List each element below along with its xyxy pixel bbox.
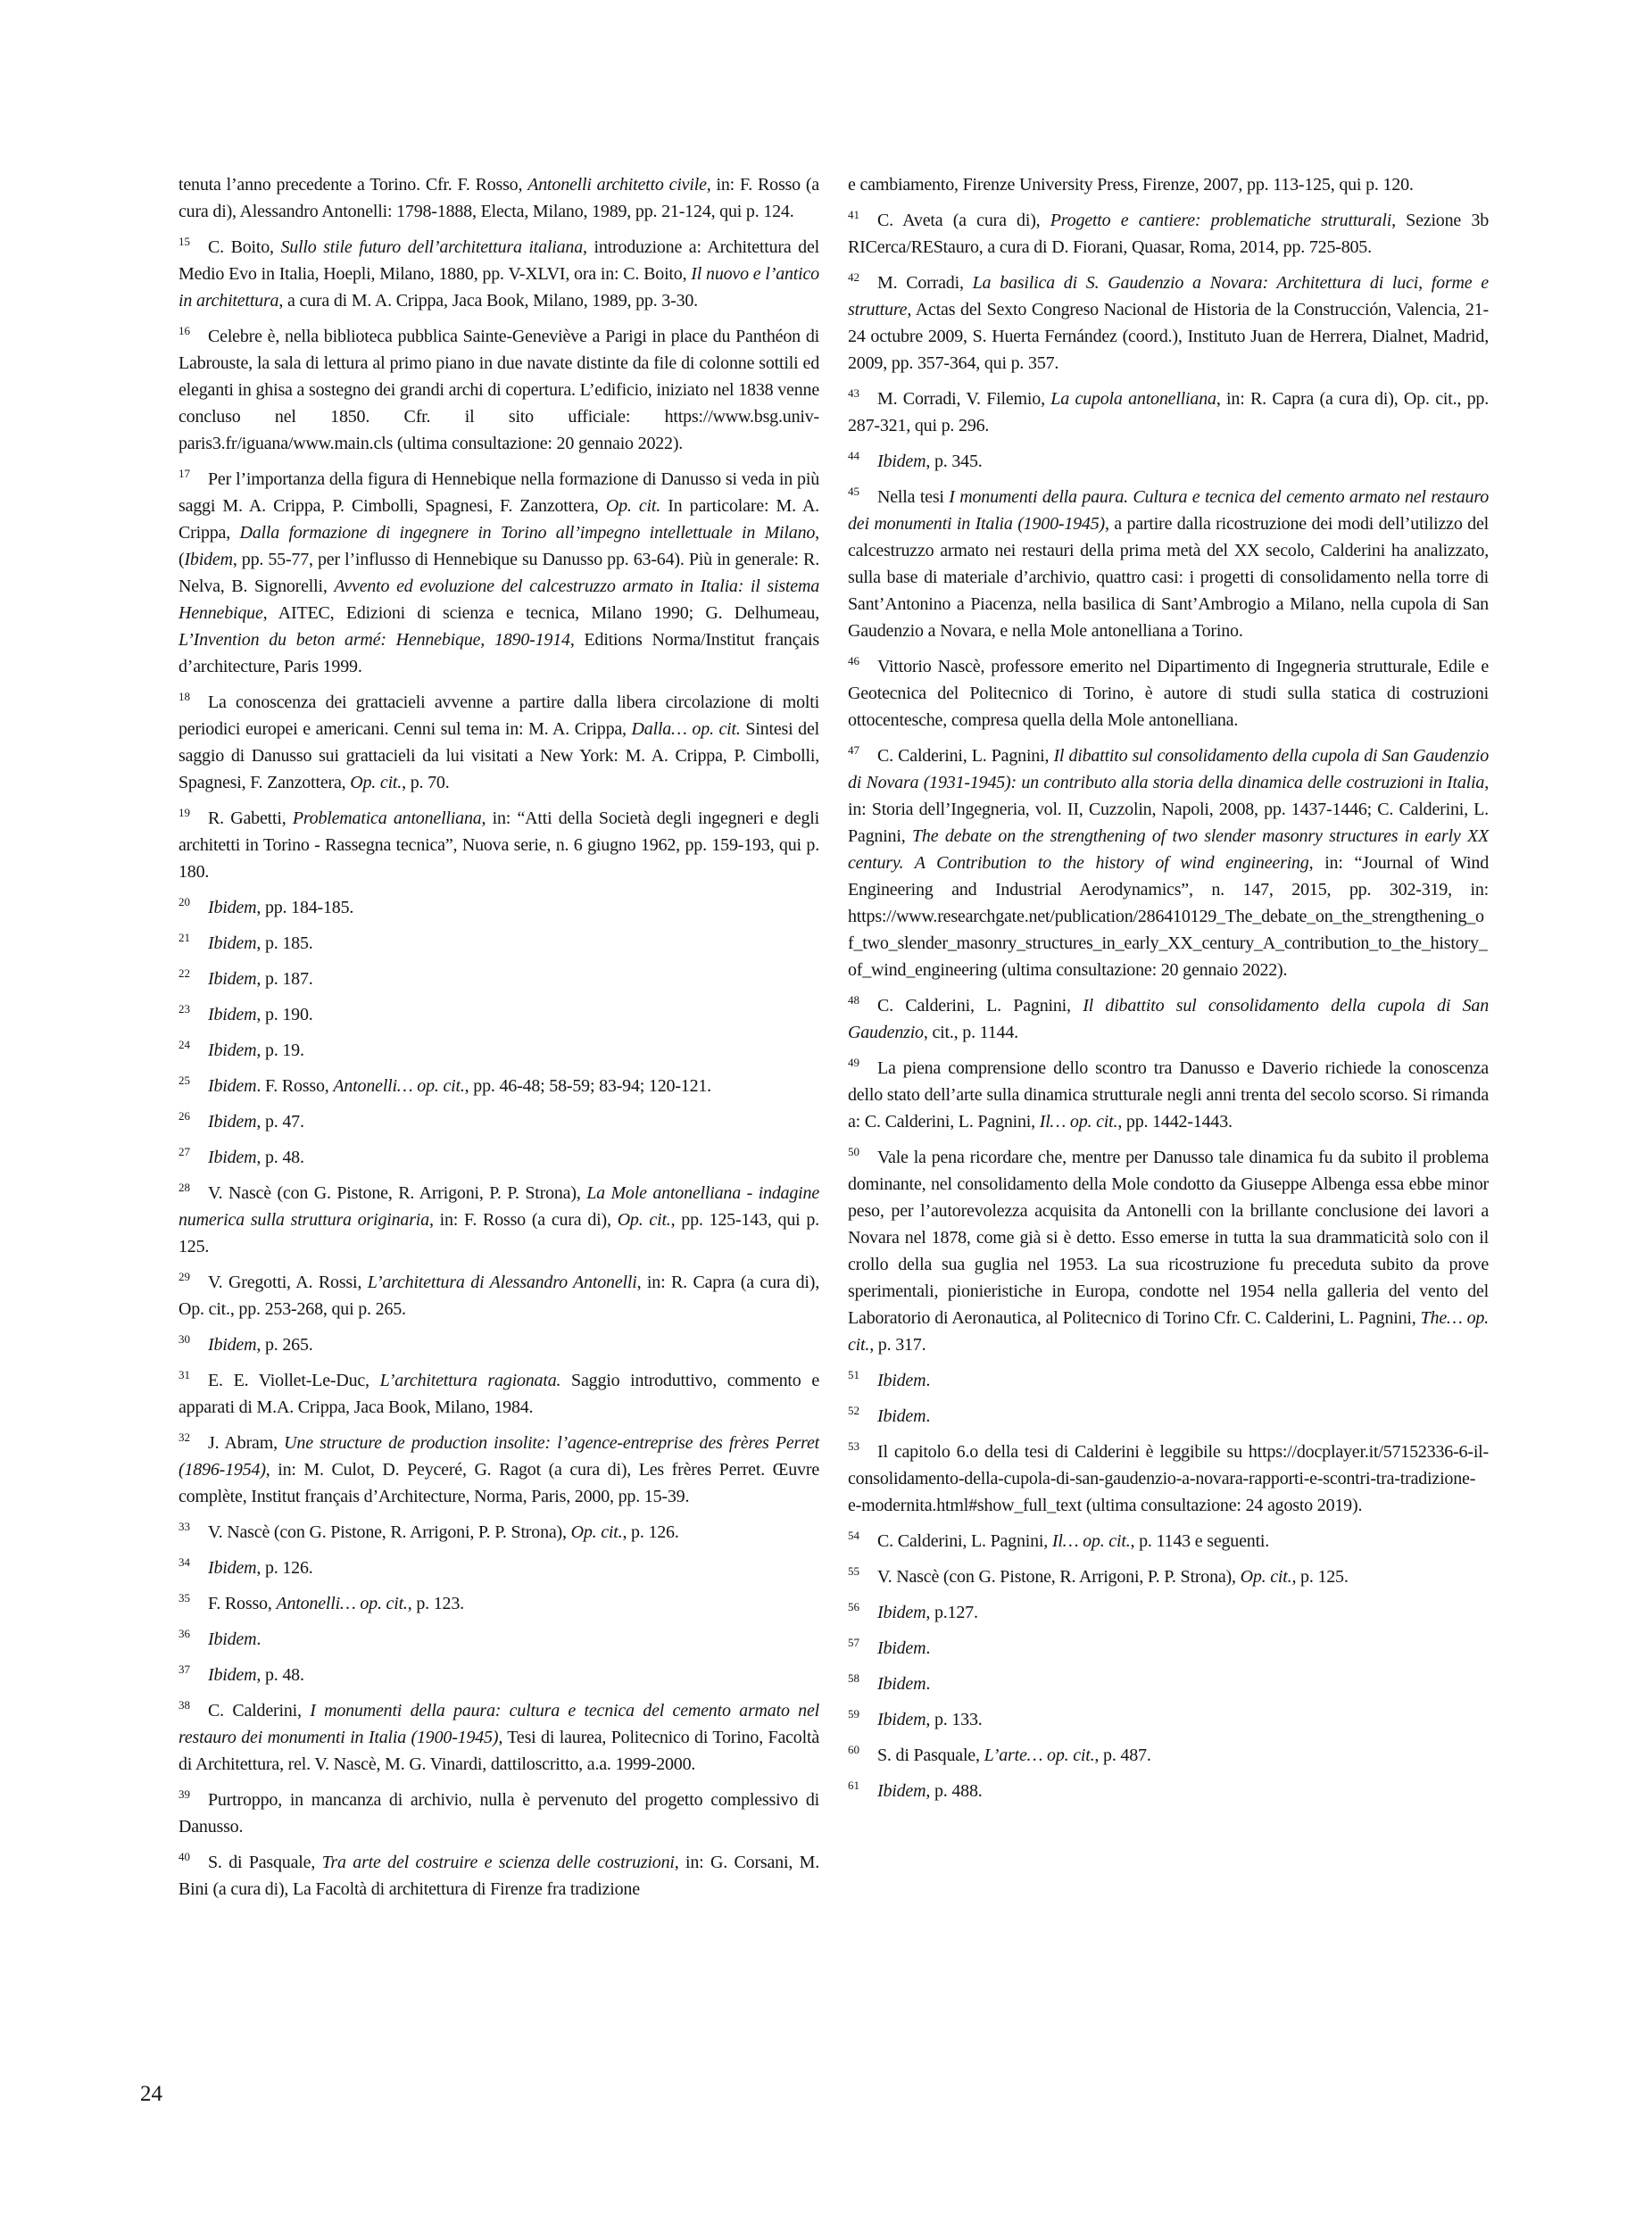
citation-title-text: Ibidem (208, 1148, 257, 1167)
footnote-text: , p. 133. (926, 1710, 983, 1729)
citation-title-text: Op. cit. (617, 1210, 671, 1230)
footnote-text: , p. 47. (256, 1112, 304, 1132)
footnote-text: , in: R. Capra (a cura di), Op. cit., pp. 287-321, qui p. 296. (848, 389, 1490, 435)
footnote-text: Per l’importanza della figura di Hennebique nella formazione di Danusso si veda in più saggi M. A. Crippa, P. Cimbolli, Spagnesi, F. Zanzottera, (178, 469, 819, 516)
citation-title-text: Op. cit. (350, 773, 403, 792)
citation-title-text: I monumenti della paura: cultura e tecnica del cemento armato nel restauro dei monumenti in Italia (1900-1945) (178, 1701, 819, 1747)
footnote-text: S. di Pasquale, (877, 1745, 984, 1765)
citation-title-text: Ibidem (877, 1674, 926, 1694)
footnote-53: $^{53}$ Il capitolo 6.o della tesi di Calderini è leggibile su https://docplayer.it/57152336-6-il-consolidamento-della-cupola-di-san-gaudenzio-a-novara-rapporti-e-scontri-tra-tradizione-e-modernita.html#show_full_text (ultima consultazione: 24 agosto 2019). (848, 1439, 1489, 1515)
footnote-text: , p. 187. (256, 969, 313, 989)
footnote-text: , Editions Norma/Institut français d’architecture, Paris 1999. (178, 630, 819, 676)
footnote-text: , a cura di M. A. Crippa, Jaca Book, Milano, 1989, pp. 3-30. (278, 291, 698, 311)
footnote-text: , p.127. (926, 1603, 978, 1622)
footnote-29: $^{29}$ V. Gregotti, A. Rossi, L’architettura di Alessandro Antonelli, in: R. Capra (a cura di), Op. cit., pp. 253-268, qui p. 265. (178, 1270, 819, 1319)
footnote-42: $^{42}$ M. Corradi, La basilica di S. Gaudenzio a Novara: Architettura di luci, forme e strutture, Actas del Sexto Congreso Nacional de Historia de la Construcción, Valencia, 21-24 octubre 2009, S. Huerta Fernández (coord.), Instituto Juan de Herrera, Dialnet, Madrid, 2009, pp. 357-364, qui p. 357. (848, 270, 1489, 373)
footnote-text: Saggio introduttivo, commento e apparati di M.A. Crippa, Jaca Book, Milano, 1984. (178, 1371, 820, 1417)
page-number: 24 (140, 2082, 162, 2106)
footnote-text: e cambiamento, Firenze University Press, Firenze, 2007, pp. 113-125, qui p. 120. (848, 175, 1414, 195)
footnote-59: $^{59}$ Ibidem, p. 133. (848, 1707, 983, 1729)
footnote-31: $^{31}$ E. E. Viollet-Le-Duc, L’architettura ragionata. Saggio introduttivo, commento e apparati di M.A. Crippa, Jaca Book, Milano, 1984. (178, 1368, 820, 1417)
footnote-text: La piena comprensione dello scontro tra Danusso e Daverio richiede la conoscenza dello stato dell’arte sulla dinamica strutturale negli anni trenta del secolo scorso. Si rimanda a: C. Calderini, L. Pagnini, (848, 1058, 1489, 1132)
footnote-text: , in: “Atti della Società degli ingegneri e degli architetti in Torino - Rassegna tecnica”, Nuova serie, n. 6 giugno 1962, pp. 159-193, qui p. 180. (178, 808, 819, 882)
citation-title-text: Ibidem (208, 1335, 257, 1355)
footnote-37: $^{37}$ Ibidem, p. 48. (178, 1663, 304, 1685)
footnote-45: $^{45}$ Nella tesi I monumenti della paura. Cultura e tecnica del cemento armato nel restauro dei monumenti in Italia (1900-1945), a partire dalla ricostruzione dei modi dell’utilizzo del calcestruzzo armato nei restauri della prima metà del XX secolo, Calderini ha analizzato, sulla base di materiale d’archivio, quattro casi: i progetti di consolidamento nella torre di Sant’Antonino a Piacenza, nella basilica di Sant’Ambrogio a Milano, nella cupola di San Gaudenzio a Novara, e nella Mole antonelliana a Torino. (848, 485, 1489, 641)
footnote-text: . (926, 1406, 931, 1426)
footnote-text: , pp. 1442-1443. (1117, 1112, 1233, 1132)
footnote-text: C. Calderini, L. Pagnini, (877, 746, 1054, 766)
citation-title-text: Ibidem (208, 969, 257, 989)
citation-title-text: Op. cit. (1240, 1567, 1292, 1587)
footnote-continuation (178, 171, 819, 225)
footnote-43: $^{43}$ M. Corradi, V. Filemio, La cupola antonelliana, in: R. Capra (a cura di), Op. cit., pp. 287-321, qui p. 296. (848, 386, 1490, 435)
footnote-text: , pp. 184-185. (256, 898, 354, 917)
footnote-text: V. Nascè (con G. Pistone, R. Arrigoni, P. P. Strona), (877, 1567, 1241, 1587)
footnote-text: C. Calderini, (208, 1701, 311, 1721)
footnote-32: $^{32}$ J. Abram, Une structure de production insolite: l’agence-entreprise des frères Perret (1896-1954), in: M. Culot, D. Peyceré, G. Ragot (a cura di), Les frères Perret. Œuvre complète, Institut français d’Architecture, Norma, Paris, 2000, pp. 15-39. (178, 1430, 819, 1506)
footnote-text: . F. Rosso, (256, 1076, 334, 1096)
footnote-text: Vale la pena ricordare che, mentre per Danusso tale dinamica fu da subito il problema dominante, nel consolidamento della Mole condotto da Giuseppe Albenga essa ebbe minor peso, per l’autorevolezza acquisita da Antonelli con la brillante conclusione dei lavori a Novara nel 1878, come già si è detto. Esso emerse in tutta la sua drammaticità solo con il crollo della sua guglia nel 1953. La sua ricostruzione fu preceduta subito da prove sperimentali, pionieristiche in Europa, condotte nel 1954 nella galleria del vento del Laboratorio di Aeronautica, al Politecnico di Torino Cfr. C. Calderini, L. Pagnini, (848, 1148, 1489, 1328)
footnote-text: , Sezione 3b RICerca/REStauro, a cura di D. Fiorani, Quasar, Roma, 2014, pp. 725-805. (848, 211, 1489, 257)
footnote-17: $^{17}$ Per l’importanza della figura di Hennebique nella formazione di Danusso si veda in più saggi M. A. Crippa, P. Cimbolli, Spagnesi, F. Zanzottera, Op. cit. In particolare: M. A. Crippa, Dalla formazione di ingegnere in Torino all’impegno intellettuale in Milano, (Ibidem, pp. 55-77, per l’influsso di Hennebique su Danusso pp. 63-64). Più in generale: R. Nelva, B. Signorelli, Avvento ed evoluzione del calcestruzzo armato in Italia: il sistema Hennebique, AITEC, Edizioni di scienza e tecnica, Milano 1990; G. Delhumeau, L’Invention du beton armé: Hennebique, 1890-1914, Editions Norma/Institut français d’architecture, Paris 1999. (178, 467, 819, 676)
footnote-text: , p. 317. (869, 1335, 926, 1355)
footnote-36: $^{36}$ Ibidem. (178, 1627, 261, 1649)
footnote-text: M. Corradi, V. Filemio, (877, 389, 1051, 409)
footnote-39: $^{39}$ Purtroppo, in mancanza di archivio, nulla è pervenuto del progetto complessivo di Danusso. (178, 1787, 819, 1837)
footnote-text: , Actas del Sexto Congreso Nacional de Historia de la Construcción, Valencia, 21-24 octubre 2009, S. Huerta Fernández (coord.), Instituto Juan de Herrera, Dialnet, Madrid, 2009, pp. 357-364, qui p. 357. (848, 300, 1489, 373)
citation-title-text: Ibidem (208, 1558, 257, 1578)
footnote-text: R. Gabetti, (208, 808, 293, 828)
footnote-38: $^{38}$ C. Calderini, I monumenti della paura: cultura e tecnica del cemento armato nel restauro dei monumenti in Italia (1900-1945), Tesi di laurea, Politecnico di Torino, Facoltà di Architettura, rel. V. Nascè, M. G. Vinardi, dattiloscritto, a.a. 1999-2000. (178, 1698, 819, 1774)
footnote-text: , p. 488. (926, 1781, 983, 1801)
citation-title-text: Ibidem (208, 1112, 257, 1132)
footnote-text: M. Corradi, (877, 273, 973, 293)
footnote-41: $^{41}$ C. Aveta (a cura di), Progetto e cantiere: problematiche strutturali, Sezione 3b RICerca/REStauro, a cura di D. Fiorani, Quasar, Roma, 2014, pp. 725-805. (848, 208, 1489, 257)
footnote-49: $^{49}$ La piena comprensione dello scontro tra Danusso e Daverio richiede la conoscenza dello stato dell’arte sulla dinamica strutturale negli anni trenta del secolo scorso. Si rimanda a: C. Calderini, L. Pagnini, Il… op. cit., pp. 1442-1443. (848, 1056, 1489, 1132)
citation-title-text: The debate on the strengthening of two slender masonry structures in early XX century. A Contribution to the history of wind engineering (848, 826, 1489, 873)
footnote-text: , p. 487. (1094, 1745, 1151, 1765)
citation-title-text: Op. cit. (570, 1522, 623, 1542)
footnote-15: $^{15}$ C. Boito, Sullo stile futuro dell’architettura italiana, introduzione a: Architettura del Medio Evo in Italia, Hoepli, Milano, 1880, pp. V-XLVI, ora in: C. Boito, Il nuovo e l’antico in architettura, a cura di M. A. Crippa, Jaca Book, Milano, 1989, pp. 3-30. (178, 235, 820, 311)
footnote-text: , Tesi di laurea, Politecnico di Torino, Facoltà di Architettura, rel. V. Nascè, M. G. Vinardi, dattiloscritto, a.a. 1999-2000. (178, 1728, 819, 1774)
footnote-text: , in: F. Rosso (a cura di), Alessandro Antonelli: 1798-1888, Electa, Milano, 1989, pp. 21-124, qui p. 124. (178, 175, 819, 221)
footnote-text: , in: M. Culot, D. Peyceré, G. Ragot (a cura di), Les frères Perret. Œuvre complète, Institut français d’Architecture, Norma, Paris, 2000, pp. 15-39. (178, 1460, 819, 1506)
footnote-text: Il capitolo 6.o della tesi di Calderini è leggibile su https://docplayer.it/57152336-6-il-consolidamento-della-cupola-di-san-gaudenzio-a-novara-rapporti-e-scontri-tra-tradizione-e-modernita.html#show_full_text (ultima consultazione: 24 agosto 2019). (848, 1442, 1489, 1515)
citation-title-text: Avvento ed evoluzione del calcestruzzo armato in Italia: il sistema Hennebique (178, 576, 819, 623)
footnote-text: La conoscenza dei grattacieli avvenne a partire dalla libera circolazione di molti periodici europei e americani. Cenni sul tema in: M. A. Crippa, (178, 692, 819, 739)
footnote-51: $^{51}$ Ibidem. (848, 1368, 931, 1390)
footnote-text: . (926, 1674, 931, 1694)
citation-title-text: Ibidem (877, 1406, 926, 1426)
footnote-text: . (256, 1629, 261, 1649)
footnote-text: , p. 125. (1291, 1567, 1349, 1587)
footnote-text: , in: F. Rosso (a cura di), (428, 1210, 618, 1230)
citation-title-text: Sullo stile futuro dell’architettura italiana (280, 237, 584, 257)
footnote-text: , p. 126. (622, 1522, 679, 1542)
footnote-57: $^{57}$ Ibidem. (848, 1636, 931, 1658)
citation-title-text: Ibidem (877, 452, 926, 471)
footnote-text: , p. 185. (256, 933, 313, 953)
footnote-22: $^{22}$ Ibidem, p. 187. (178, 966, 313, 989)
footnote-text: , ( (178, 523, 819, 569)
citation-title-text: Il dibattito sul consolidamento della cupola di San Gaudenzio (848, 996, 1489, 1042)
citation-title-text: Progetto e cantiere: problematiche strutturali (1050, 211, 1392, 230)
footnote-text: , pp. 55-77, per l’influsso di Hennebique su Danusso pp. 63-64). Più in generale: R. Nelva, B. Signorelli, (178, 550, 819, 596)
citation-title-text: Ibidem (877, 1710, 926, 1729)
footnote-text: , in: “Journal of Wind Engineering and Industrial Aerodynamics”, n. 147, 2015, pp. 302-319, in: https://www.researchgate.net/publication/286410129_The_debate_on_the_strengthening_of_two_slender_masonry_structures_in_early_XX_century_A_contribution_to_the_history_of_wind_engineering (ultima consultazione: 20 gennaio 2022). (848, 853, 1489, 980)
citation-title-text: Ibidem (877, 1371, 926, 1390)
citation-title-text: I monumenti della paura. Cultura e tecnica del cemento armato nel restauro dei monumenti in Italia (1900-1945) (848, 487, 1489, 534)
citation-title-text: L’Invention du beton armé: Hennebique, 1890-1914 (178, 630, 570, 650)
footnote-text: , introduzione a: Architettura del Medio Evo in Italia, Hoepli, Milano, 1880, pp. V-XLVI, ora in: C. Boito, (178, 237, 820, 284)
citation-title-text: Ibidem (208, 1076, 257, 1096)
footnote-48: $^{48}$ C. Calderini, L. Pagnini, Il dibattito sul consolidamento della cupola di San Gaudenzio, cit., p. 1144. (848, 993, 1489, 1042)
footnote-text: , p. 190. (256, 1005, 313, 1024)
footnote-text: , in: G. Corsani, M. Bini (a cura di), La Facoltà di architettura di Firenze fra tradizione (178, 1853, 819, 1899)
citation-title-text: Antonelli architetto civile (527, 175, 707, 195)
footnote-text: J. Abram, (208, 1433, 285, 1453)
footnote-text: , p. 265. (256, 1335, 313, 1355)
citation-title-text: Ibidem (877, 1638, 926, 1658)
footnotes-column-left (178, 171, 819, 1911)
footnote-52: $^{52}$ Ibidem. (848, 1404, 931, 1426)
footnote-text: F. Rosso, (208, 1594, 277, 1613)
footnote-text: , p. 345. (926, 452, 983, 471)
footnote-text: Sintesi del saggio di Danusso sui grattacieli da lui visitati a New York: M. A. Crippa, P. Cimbolli, Spagnesi, F. Zanzottera, (178, 719, 819, 792)
footnote-text: , p. 126. (256, 1558, 313, 1578)
footnote-21: $^{21}$ Ibidem, p. 185. (178, 931, 313, 953)
footnote-33: $^{33}$ V. Nascè (con G. Pistone, R. Arrigoni, P. P. Strona), Op. cit., p. 126. (178, 1520, 679, 1542)
footnote-34: $^{34}$ Ibidem, p. 126. (178, 1555, 313, 1578)
footnote-text: V. Gregotti, A. Rossi, (208, 1273, 368, 1292)
citation-title-text: Il dibattito sul consolidamento della cupola di San Gaudenzio di Novara (1931-1945): un contributo alla storia della dinamica delle costruzioni in Italia (848, 746, 1489, 792)
footnote-text: In particolare: M. A. Crippa, (178, 496, 819, 543)
footnote-18: $^{18}$ La conoscenza dei grattacieli avvenne a partire dalla libera circolazione di molti periodici europei e americani. Cenni sul tema in: M. A. Crippa, Dalla… op. cit. Sintesi del saggio di Danusso sui grattacieli da lui visitati a New York: M. A. Crippa, P. Cimbolli, Spagnesi, F. Zanzottera, Op. cit., p. 70. (178, 690, 819, 792)
footnote-19: $^{19}$ R. Gabetti, Problematica antonelliana, in: “Atti della Società degli ingegneri e degli architetti in Torino - Rassegna tecnica”, Nuova serie, n. 6 giugno 1962, pp. 159-193, qui p. 180. (178, 806, 819, 882)
citation-title-text: Ibidem (184, 550, 233, 569)
footnote-56: $^{56}$ Ibidem, p.127. (848, 1600, 978, 1622)
footnote-text: , cit., p. 1144. (923, 1023, 1018, 1042)
footnote-text: , p. 48. (256, 1665, 304, 1685)
footnote-27: $^{27}$ Ibidem, p. 48. (178, 1145, 304, 1167)
footnote-60: $^{60}$ S. di Pasquale, L’arte… op. cit., p. 487. (848, 1743, 1151, 1765)
footnote-text: Vittorio Nascè, professore emerito nel Dipartimento di Ingegneria strutturale, Edile e Geotecnica del Politecnico di Torino, è autore di studi sulla statica di costruzioni ottocentesche, compresa quella della Mole antonelliana. (848, 657, 1489, 730)
footnote-text: C. Boito, (208, 237, 281, 257)
footnote-54: $^{54}$ C. Calderini, L. Pagnini, Il… op. cit., p. 1143 e seguenti. (848, 1529, 1270, 1551)
footnote-text: S. di Pasquale, (208, 1853, 322, 1872)
citation-title-text: Antonelli… op. cit. (333, 1076, 465, 1096)
footnote-text: C. Calderini, L. Pagnini, (877, 996, 1083, 1016)
citation-title-text: Tra arte del costruire e scienza delle costruzioni (321, 1853, 675, 1872)
footnote-35: $^{35}$ F. Rosso, Antonelli… op. cit., p. 123. (178, 1591, 464, 1613)
footnote-text: C. Calderini, L. Pagnini, (877, 1531, 1052, 1551)
citation-title-text: La cupola antonelliana (1050, 389, 1216, 409)
citation-title-text: Op. cit. (605, 496, 661, 516)
footnote-text: , a partire dalla ricostruzione dei modi dell’utilizzo del calcestruzzo armato nei restauri della prima metà del XX secolo, Calderini ha analizzato, sulla base di materiale d’archivio, quattro casi: i progetti di consolidamento nella torre di Sant’Antonino a Piacenza, nella basilica di Sant’Ambrogio a Milano, nella cupola di San Gaudenzio a Novara, e nella Mole antonelliana a Torino. (848, 514, 1489, 641)
footnote-text: E. E. Viollet-Le-Duc, (208, 1371, 380, 1390)
footnote-text: C. Aveta (a cura di), (877, 211, 1050, 230)
citation-title-text: The… op. cit. (848, 1308, 1489, 1355)
citation-title-text: Problematica antonelliana (292, 808, 482, 828)
citation-title-text: L’arte… op. cit. (984, 1745, 1095, 1765)
citation-title-text: Ibidem (208, 898, 257, 917)
footnote-55: $^{55}$ V. Nascè (con G. Pistone, R. Arrigoni, P. P. Strona), Op. cit., p. 125. (848, 1564, 1349, 1587)
citation-title-text: Ibidem (208, 1629, 257, 1649)
citation-title-text: Dalla… op. cit. (631, 719, 741, 739)
citation-title-text: La basilica di S. Gaudenzio a Novara: Architettura di luci, forme e strutture (848, 273, 1489, 319)
footnote-text: , p. 48. (256, 1148, 304, 1167)
citation-title-text: Ibidem (208, 933, 257, 953)
footnotes-column-right (848, 171, 1489, 1813)
footnote-text: V. Nascè (con G. Pistone, R. Arrigoni, P. P. Strona), (208, 1522, 571, 1542)
footnote-text: Nella tesi (877, 487, 950, 507)
footnote-text: tenuta l’anno precedente a Torino. Cfr. F. Rosso, (178, 175, 528, 195)
footnote-46: $^{46}$ Vittorio Nascè, professore emerito nel Dipartimento di Ingegneria strutturale, Edile e Geotecnica del Politecnico di Torino, è autore di studi sulla statica di costruzioni ottocentesche, compresa quella della Mole antonelliana. (848, 654, 1489, 730)
footnote-26: $^{26}$ Ibidem, p. 47. (178, 1109, 304, 1132)
footnote-25: $^{25}$ Ibidem. F. Rosso, Antonelli… op. cit., pp. 46-48; 58-59; 83-94; 120-121. (178, 1074, 711, 1096)
footnote-text: , p. 1143 e seguenti. (1130, 1531, 1270, 1551)
footnote-23: $^{23}$ Ibidem, p. 190. (178, 1002, 313, 1024)
footnote-text: , pp. 125-143, qui p. 125. (178, 1210, 819, 1256)
footnote-47: $^{47}$ C. Calderini, L. Pagnini, Il dibattito sul consolidamento della cupola di San Gaudenzio di Novara (1931-1945): un contributo alla storia della dinamica delle costruzioni in Italia, in: Storia dell’Ingegneria, vol. II, Cuzzolin, Napoli, 2008, pp. 1437-1446; C. Calderini, L. Pagnini, The debate on the strengthening of two slender masonry structures in early XX century. A Contribution to the history of wind engineering, in: “Journal of Wind Engineering and Industrial Aerodynamics”, n. 147, 2015, pp. 302-319, in: https://www.researchgate.net/publication/286410129_The_debate_on_the_strengthening_of_two_slender_masonry_structures_in_early_XX_century_A_contribution_to_the_history_of_wind_engineering (ultima consultazione: 20 gennaio 2022). (848, 743, 1489, 980)
citation-title-text: Ibidem (877, 1781, 926, 1801)
footnote-text: , p. 19. (256, 1041, 304, 1060)
footnote-text: V. Nascè (con G. Pistone, R. Arrigoni, P. P. Strona), (208, 1183, 587, 1203)
footnote-text: , AITEC, Edizioni di scienza e tecnica, Milano 1990; G. Delhumeau, (262, 603, 819, 623)
footnote-text: . (926, 1638, 931, 1658)
footnote-text: , in: R. Capra (a cura di), Op. cit., pp. 253-268, qui p. 265. (178, 1273, 819, 1319)
citation-title-text: Ibidem (208, 1665, 257, 1685)
footnote-28: $^{28}$ V. Nascè (con G. Pistone, R. Arrigoni, P. P. Strona), La Mole antonelliana - indagine numerica sulla struttura originaria, in: F. Rosso (a cura di), Op. cit., pp. 125-143, qui p. 125. (178, 1181, 819, 1256)
footnote-40: $^{40}$ S. di Pasquale, Tra arte del costruire e scienza delle costruzioni, in: G. Corsani, M. Bini (a cura di), La Facoltà di architettura di Firenze fra tradizione (178, 1850, 819, 1899)
citation-title-text: Dalla formazione di ingegnere in Torino all’impegno intellettuale in Milano (239, 523, 816, 543)
citation-title-text: Il… op. cit. (1051, 1531, 1131, 1551)
footnote-text: Celebre è, nella biblioteca pubblica Sainte-Geneviève a Parigi in place du Panthéon di Labrouste, la sala di lettura al primo piano in due navate distinte da file di colonne sottili ed eleganti in ghisa a sostegno dei grandi archi di copertura. L’edificio, iniziato nel 1838 venne concluso nel 1850. Cfr. il sito ufficiale: https://www.bsg.univ-paris3.fr/iguana/www.main.cls (ultima consultazione: 20 gennaio 2022). (178, 327, 819, 453)
footnote-text: , p. 70. (402, 773, 450, 792)
footnote-20: $^{20}$ Ibidem, pp. 184-185. (178, 895, 354, 917)
footnote-text: Purtroppo, in mancanza di archivio, nulla è pervenuto del progetto complessivo di Danusso. (178, 1790, 819, 1837)
citation-title-text: L’architettura di Alessandro Antonelli (367, 1273, 637, 1292)
footnote-44: $^{44}$ Ibidem, p. 345. (848, 449, 983, 471)
footnote-61: $^{61}$ Ibidem, p. 488. (848, 1779, 983, 1801)
citation-title-text: Il… op. cit. (1039, 1112, 1118, 1132)
footnote-text: , pp. 46-48; 58-59; 83-94; 120-121. (464, 1076, 711, 1096)
citation-title-text: Il nuovo e l’antico in architettura (178, 264, 819, 311)
footnote-16: $^{16}$ Celebre è, nella biblioteca pubblica Sainte-Geneviève a Parigi in place du Panthéon di Labrouste, la sala di lettura al primo piano in due navate distinte da file di colonne sottili ed eleganti in ghisa a sostegno dei grandi archi di copertura. L’edificio, iniziato nel 1838 venne concluso nel 1850. Cfr. il sito ufficiale: https://www.bsg.univ-paris3.fr/iguana/www.main.cls (ultima consultazione: 20 gennaio 2022). (178, 324, 819, 453)
citation-title-text: L’architettura ragionata. (379, 1371, 561, 1390)
footnote-24: $^{24}$ Ibidem, p. 19. (178, 1038, 304, 1060)
footnote-58: $^{58}$ Ibidem. (848, 1671, 931, 1694)
citation-title-text: Antonelli… op. cit. (276, 1594, 408, 1613)
citation-title-text: Une structure de production insolite: l’agence-entreprise des frères Perret (1896-1954) (178, 1433, 819, 1480)
citation-title-text: Ibidem (208, 1041, 257, 1060)
footnote-text: , p. 123. (407, 1594, 464, 1613)
citation-title-text: Ibidem (208, 1005, 257, 1024)
footnote-30: $^{30}$ Ibidem, p. 265. (178, 1332, 313, 1355)
footnote-text: , in: Storia dell’Ingegneria, vol. II, Cuzzolin, Napoli, 2008, pp. 1437-1446; C. Calderini, L. Pagnini, (848, 773, 1489, 846)
footnote-text: . (926, 1371, 931, 1390)
footnote-50: $^{50}$ Vale la pena ricordare che, mentre per Danusso tale dinamica fu da subito il problema dominante, nel consolidamento della Mole condotto da Giuseppe Albenga essa ebbe minor peso, per l’autorevolezza acquisita da Antonelli con la brillante conclusione dei lavori a Novara nel 1878, come già si è detto. Esso emerse in tutta la sua drammaticità solo con il crollo della sua guglia nel 1953. La sua ricostruzione fu preceduta subito da prove sperimentali, pionieristiche in Europa, condotte nel 1954 nella galleria del vento del Laboratorio di Aeronautica, al Politecnico di Torino Cfr. C. Calderini, L. Pagnini, The… op. cit., p. 317. (848, 1145, 1489, 1355)
footnote-continuation (848, 171, 1489, 198)
citation-title-text: Ibidem (877, 1603, 926, 1622)
citation-title-text: La Mole antonelliana - indagine numerica sulla struttura originaria (178, 1183, 819, 1230)
